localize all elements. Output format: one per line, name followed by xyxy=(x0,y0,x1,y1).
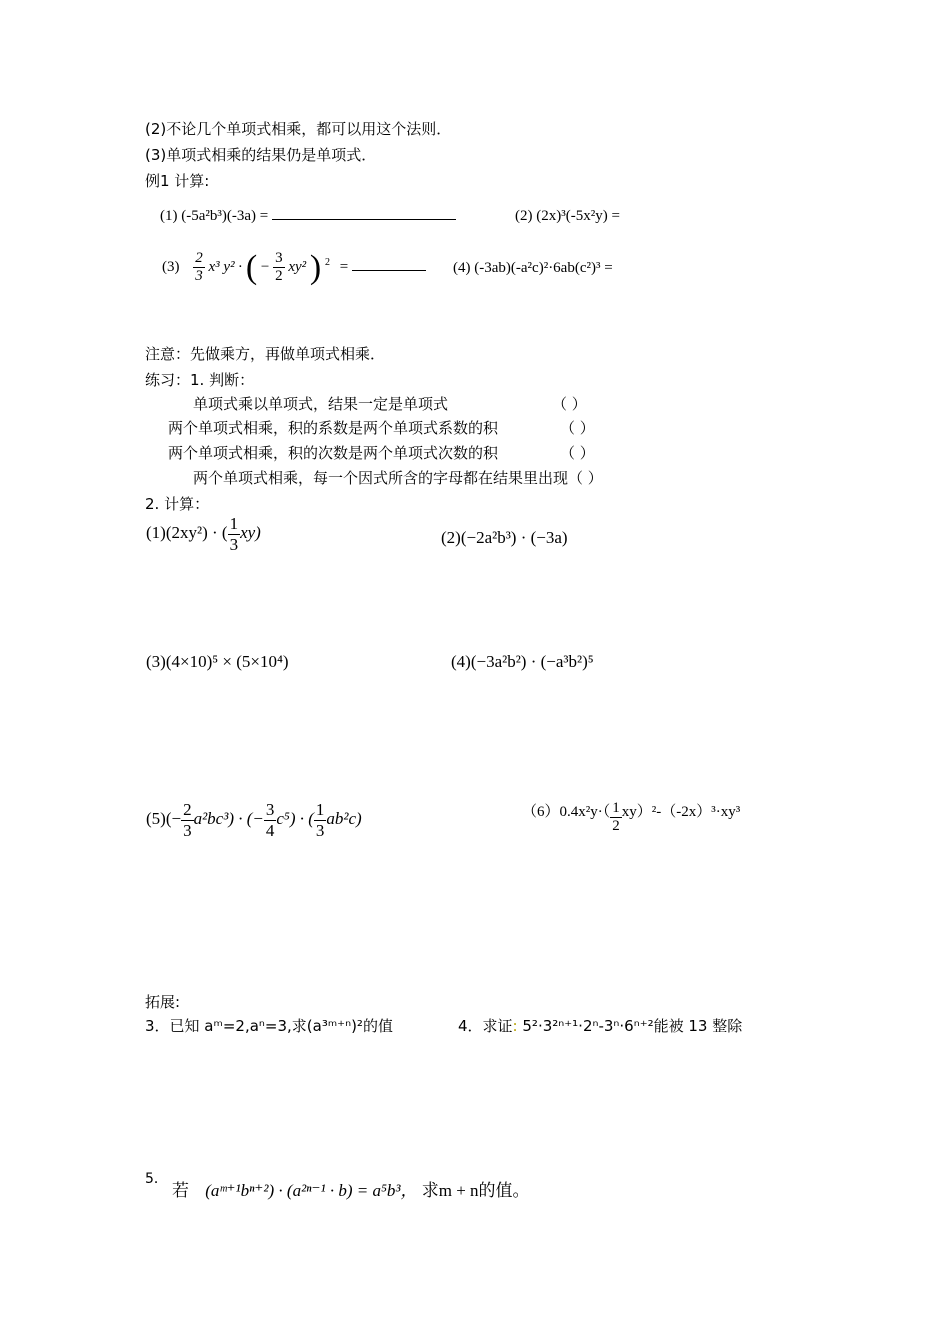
example-p3-label: (3) xyxy=(162,259,180,276)
judge-paren-2: （ ） xyxy=(560,419,595,437)
problem-5-part-c: c⁵) · ( xyxy=(276,808,314,828)
colon-mark: : xyxy=(512,1017,518,1035)
example-p3-tail: xy² xyxy=(288,259,307,276)
fraction xyxy=(610,800,622,836)
judge-paren-3: （ ） xyxy=(560,444,595,462)
judge-item-4: 两个单项式相乘，每一个因式所含的字母都在结果里出现（ ） xyxy=(193,469,603,487)
equals-sign: = xyxy=(339,259,349,276)
denominator: 4 xyxy=(265,820,275,840)
problem-2: (2)(−2a²b³) · (−3a) xyxy=(441,528,568,547)
extension-problem-3: 3．已知 aᵐ=2,aⁿ=3,求(a³ᵐ⁺ⁿ)²的值 xyxy=(145,1017,393,1035)
minus-sign: − xyxy=(260,259,270,276)
problem-3: (3)(4×10)⁵ × (5×10⁴) xyxy=(146,652,289,671)
numerator: 1 xyxy=(610,800,622,818)
numerator: 1 xyxy=(229,514,239,533)
numerator: 2 xyxy=(183,800,192,819)
extension-problem-4-label: 4．求证 xyxy=(458,1017,513,1035)
numerator: 3 xyxy=(265,800,275,819)
fraction xyxy=(273,250,285,286)
denominator: 3 xyxy=(195,268,203,285)
judge-item-3: 两个单项式相乘，积的次数是两个单项式次数的积 xyxy=(168,444,499,462)
extension-title: 拓展: xyxy=(145,993,181,1011)
right-paren: ) xyxy=(309,248,322,286)
problem-5-part-a: (5)(− xyxy=(146,808,182,828)
judge-item-1: 单项式乘以单项式，结果一定是单项式 xyxy=(193,395,449,413)
problem-4: (4)(−3a²b²) · (−a³b²)⁵ xyxy=(451,652,594,671)
problem-1-part-b: xy) xyxy=(240,522,261,542)
example-p1-label: (1) xyxy=(160,208,178,224)
problem-5-part-b: a²bc³) · (− xyxy=(193,808,264,828)
problem-6 xyxy=(522,800,740,836)
example-p2-expr: (2x)³(-5x²y) = xyxy=(536,208,620,224)
note: 注意：先做乘方，再做单项式相乘． xyxy=(145,345,386,363)
extension-problem-5-prefix: 若 xyxy=(172,1181,189,1200)
denominator: 3 xyxy=(183,820,192,840)
problem-6-part-b: xy）²-（-2x）³·xy³ xyxy=(621,804,741,820)
extension-problem-5-question: 求m + n的值。 xyxy=(421,1181,530,1200)
example-p4-expr: (-3ab)(-a²c)²·6ab(c²)³ = xyxy=(474,260,613,276)
example-problem-1 xyxy=(160,208,456,225)
problem-5 xyxy=(146,800,362,840)
denominator: 3 xyxy=(229,534,239,554)
example-p3-mid: x³ y² · xyxy=(208,259,243,276)
problem-1 xyxy=(146,514,261,554)
answer-blank xyxy=(352,270,426,271)
fraction xyxy=(264,800,277,840)
example-problem-3 xyxy=(162,250,426,286)
denominator: 3 xyxy=(315,820,325,840)
judge-item-2: 两个单项式相乘，积的系数是两个单项式系数的积 xyxy=(168,419,499,437)
denominator: 2 xyxy=(612,818,620,835)
fraction xyxy=(228,514,241,554)
problem-5-part-e: ab²c) xyxy=(326,808,362,828)
extension-problem-5-number: 5． xyxy=(145,1171,168,1187)
example-problem-4 xyxy=(453,260,613,277)
calc-title: 2. 计算： xyxy=(145,495,210,513)
left-paren: ( xyxy=(245,248,258,286)
extension-problem-5-equation: (aᵐ⁺¹bⁿ⁺²) · (a²ⁿ⁻¹ · b) = a⁵b³， xyxy=(205,1181,418,1200)
numerator: 1 xyxy=(315,800,325,819)
extension-problem-5 xyxy=(172,1176,530,1201)
practice-title: 练习：1. 判断： xyxy=(145,371,255,389)
numerator: 2 xyxy=(193,250,205,268)
answer-blank xyxy=(272,219,456,220)
numerator: 3 xyxy=(273,250,285,268)
extension-problem-4 xyxy=(458,1015,742,1036)
example-problem-2 xyxy=(515,208,620,225)
fraction xyxy=(181,800,194,840)
problem-6-part-a: （6）0.4x²y·（ xyxy=(522,804,611,820)
problem-1-part-a: (1)(2xy²) · ( xyxy=(146,522,228,542)
rule-2: (2)不论几个单项式相乘，都可以用这个法则． xyxy=(145,120,452,138)
rule-3: (3)单项式相乘的结果仍是单项式． xyxy=(145,146,377,164)
extension-problem-4-body: 5²·3²ⁿ⁺¹·2ⁿ-3ⁿ·6ⁿ⁺²能被 13 整除 xyxy=(522,1017,743,1035)
judge-paren-1: （ ） xyxy=(552,395,587,413)
exponent: 2 xyxy=(325,257,330,269)
fraction xyxy=(193,250,205,286)
fraction xyxy=(314,800,327,840)
example-p4-label: (4) xyxy=(453,260,471,276)
denominator: 2 xyxy=(275,268,283,285)
example-p2-label: (2) xyxy=(515,208,533,224)
example-p1-expr: (-5a²b³)(-3a) = xyxy=(181,208,269,224)
example-title: 例1 计算: xyxy=(145,172,210,190)
